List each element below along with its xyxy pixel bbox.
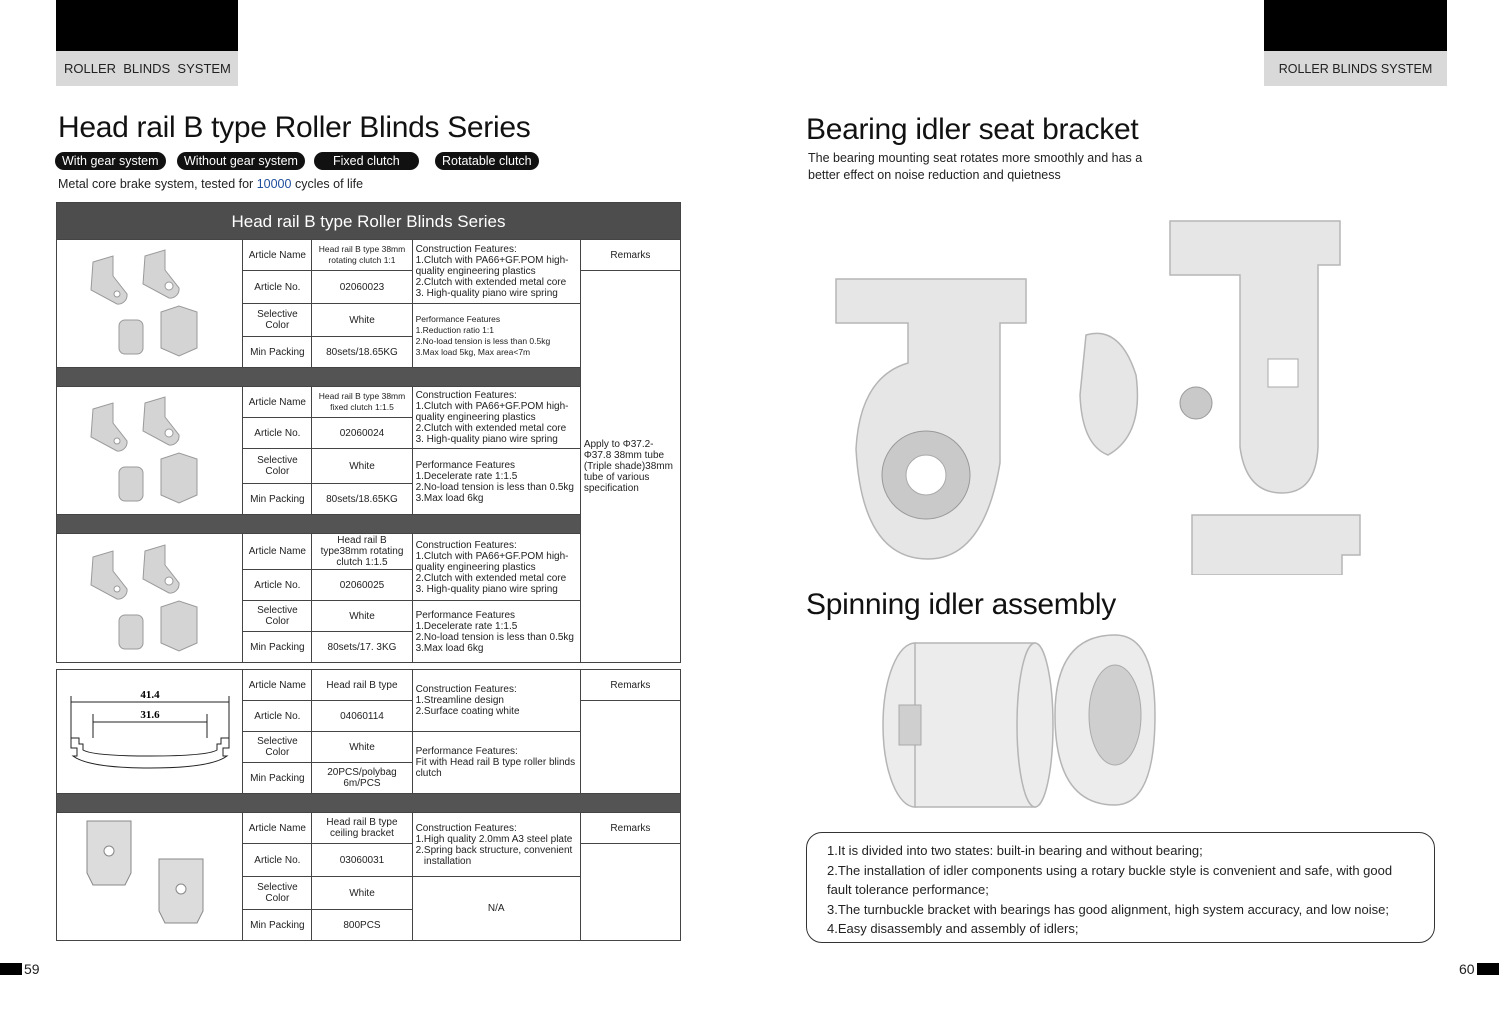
right-title-bearing: Bearing idler seat bracket [806, 113, 1139, 146]
ceiling-packing: 800PCS [312, 910, 412, 941]
label-packing: Min Packing [243, 632, 312, 663]
label-packing: Min Packing [243, 763, 312, 794]
label-article-no: Article No. [243, 701, 312, 732]
remarks-text: Apply to Φ37.2-Φ37.8 38mm tube (Triple shade)38mm tube of various specification [580, 271, 680, 663]
rail-name: Head rail B type [312, 670, 412, 701]
label-packing: Min Packing [243, 910, 312, 941]
left-page-number [0, 961, 40, 977]
right-page-number-text: 60 [1459, 961, 1475, 977]
rail-profile-drawing [57, 670, 243, 794]
label-color: Selective Color [243, 449, 312, 484]
row-separator [57, 368, 581, 387]
clutch-table-header: Head rail B type Roller Blinds Series [57, 203, 681, 240]
subtitle-cycles: 10000 [256, 177, 292, 191]
row-separator [57, 515, 581, 534]
note-item: 1.It is divided into two states: built-in bearing and without bearing; [827, 843, 1203, 858]
label-article-no: Article No. [243, 570, 312, 601]
page-mark-left [0, 963, 22, 975]
rail-no: 04060114 [312, 701, 412, 732]
p2-construction: Construction Features: 1.Clutch with PA66+GF.POM high-quality engineering plastics 2.Clutch with extended metal core 3. High-quality piano wire spring [412, 387, 580, 449]
spinning-idler-illustration [875, 625, 1175, 815]
clutch-table [56, 202, 681, 663]
remarks-header: Remarks [580, 240, 680, 271]
label-color: Selective Color [243, 601, 312, 632]
pill-without-gear: Without gear system [177, 152, 305, 170]
rail-profile-image [57, 670, 243, 790]
features-notes-box [806, 832, 1435, 943]
clutch-product-image [57, 387, 243, 515]
right-description: The bearing mounting seat rotates more smoothly and has a better effect on noise reduction and quietness [808, 151, 1143, 182]
p3-color: White [312, 601, 412, 632]
ceiling-bracket-image-cell [57, 813, 243, 941]
left-header-bar [56, 0, 238, 51]
p2-name: Head rail B type 38mm fixed clutch 1:1.5 [312, 387, 412, 418]
left-subtitle [58, 177, 363, 191]
pill-with-gear: With gear system [55, 152, 166, 170]
p3-construction: Construction Features: 1.Clutch with PA66+GF.POM high-quality engineering plastics 2.Clutch with extended metal core 3. High-quality piano wire spring [412, 534, 580, 601]
note-item: 2.The installation of idler components using a rotary buckle style is convenient and safe, with good fault tolerance performance; [827, 862, 1393, 897]
p3-packing: 80sets/17. 3KG [312, 632, 412, 663]
label-packing: Min Packing [243, 337, 312, 368]
left-page-number-text: 59 [24, 961, 40, 977]
p1-packing: 80sets/18.65KG [312, 337, 412, 368]
note-item: 4.Easy disassembly and assembly of idlers; [827, 921, 1079, 936]
ceiling-construction: Construction Features: 1.High quality 2.0mm A3 steel plate 2.Spring back structure, convenient installation [412, 813, 580, 877]
p2-performance: Performance Features 1.Decelerate rate 1:1.5 2.No-load tension is less than 0.5kg 3.Max load 6kg [412, 449, 580, 515]
clutch-bracket-image [57, 387, 243, 511]
ceiling-performance: N/A [412, 877, 580, 941]
label-article-name: Article Name [243, 534, 312, 570]
ceiling-name: Head rail B type ceiling bracket [312, 813, 412, 844]
label-article-name: Article Name [243, 813, 312, 844]
label-packing: Min Packing [243, 484, 312, 515]
ceiling-bracket-image [57, 813, 243, 937]
page-mark-right [1477, 963, 1499, 975]
ceiling-remarks-empty [580, 844, 680, 941]
label-article-name: Article Name [243, 670, 312, 701]
clutch-product-image [57, 534, 243, 663]
right-section-tab-label: ROLLER BLINDS SYSTEM [1278, 61, 1433, 76]
p3-no: 02060025 [312, 570, 412, 601]
label-article-no: Article No. [243, 844, 312, 877]
label-article-no: Article No. [243, 271, 312, 304]
subtitle-post: cycles of life [291, 177, 364, 191]
right-section-tab [1264, 51, 1447, 86]
clutch-product-image [57, 240, 243, 368]
subtitle-pre: Metal core brake system, tested for [58, 177, 257, 191]
dim-inner: 31.6 [140, 709, 160, 721]
ceiling-remarks-header: Remarks [580, 813, 680, 844]
left-section-tab-label: ROLLER BLINDS SYSTEM [64, 61, 231, 76]
right-title-spinning: Spinning idler assembly [806, 588, 1116, 621]
p2-no: 02060024 [312, 418, 412, 449]
p2-color: White [312, 449, 412, 484]
clutch-bracket-image [57, 240, 243, 364]
label-color: Selective Color [243, 877, 312, 910]
p3-performance: Performance Features 1.Decelerate rate 1:1.5 2.No-load tension is less than 0.5kg 3.Max load 6kg [412, 601, 580, 663]
left-page-title: Head rail B type Roller Blinds Series [58, 111, 531, 144]
p1-performance: Performance Features 1.Reduction ratio 1:1 2.No-load tension is less than 0.5kg 3.Max load 5kg, Max area<7m [412, 304, 580, 368]
label-color: Selective Color [243, 304, 312, 337]
label-color: Selective Color [243, 732, 312, 763]
p1-construction: Construction Features: 1.Clutch with PA66+GF.POM high-quality engineering plastics 2.Clutch with extended metal core 3. High-quality piano wire spring [412, 240, 580, 304]
p1-name: Head rail B type 38mm rotating clutch 1:1 [312, 240, 412, 271]
label-article-no: Article No. [243, 418, 312, 449]
rail-table [56, 669, 681, 941]
p1-no: 02060023 [312, 271, 412, 304]
note-item: 3.The turnbuckle bracket with bearings has good alignment, high system accuracy, and low noise; [827, 901, 1389, 917]
rail-packing: 20PCS/polybag 6m/PCS [312, 763, 412, 794]
right-header-bar [1264, 0, 1447, 51]
bearing-bracket-illustration [830, 215, 1390, 575]
row-separator [57, 794, 681, 813]
p2-packing: 80sets/18.65KG [312, 484, 412, 515]
label-article-name: Article Name [243, 240, 312, 271]
left-section-tab [56, 51, 238, 86]
rail-color: White [312, 732, 412, 763]
rail-remarks-empty [580, 701, 680, 794]
p3-name: Head rail B type38mm rotating clutch 1:1.5 [312, 534, 412, 570]
right-page-number [1459, 961, 1499, 977]
clutch-bracket-image [57, 535, 243, 659]
ceiling-color: White [312, 877, 412, 910]
label-article-name: Article Name [243, 387, 312, 418]
pill-rotatable-clutch: Rotatable clutch [435, 152, 539, 170]
feature-pills [55, 152, 555, 172]
pill-fixed-clutch: Fixed clutch [314, 152, 419, 170]
rail-construction: Construction Features: 1.Streamline design 2.Surface coating white [412, 670, 580, 732]
rail-performance: Performance Features: Fit with Head rail B type roller blinds clutch [412, 732, 580, 794]
ceiling-no: 03060031 [312, 844, 412, 877]
dim-outer: 41.4 [140, 689, 160, 701]
p1-color: White [312, 304, 412, 337]
rail-remarks-header: Remarks [580, 670, 680, 701]
